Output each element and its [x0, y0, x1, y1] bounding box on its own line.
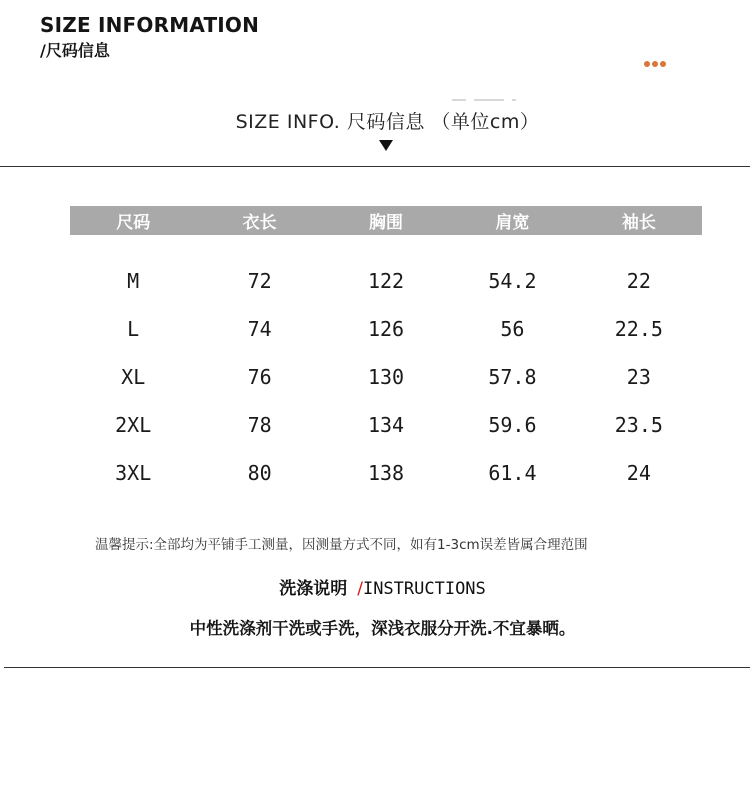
table-cell: 74 [247, 317, 272, 341]
column-header: 胸围 [369, 213, 404, 233]
size-table-header [70, 206, 702, 235]
table-cell: 126 [367, 317, 405, 341]
table-row [70, 305, 702, 353]
table-cell: 76 [247, 365, 272, 389]
table-cell: 59.6 [488, 413, 537, 437]
size-table [70, 206, 702, 497]
table-cell: 24 [626, 461, 651, 485]
dot [644, 61, 650, 67]
bottom-divider [4, 667, 750, 668]
table-cell: 138 [367, 461, 405, 485]
washing-title-cn: 洗涤说明 [279, 579, 348, 599]
size-info-heading: SIZE INFO. 尺码信息 （单位cm） [235, 111, 540, 133]
table-cell: XL [121, 365, 146, 389]
table-cell: 57.8 [488, 365, 537, 389]
table-cell: 22.5 [614, 317, 663, 341]
table-cell: 122 [367, 269, 405, 293]
faint-decoration [452, 86, 544, 89]
washing-title-slash: / [357, 579, 363, 599]
table-cell: L [127, 317, 140, 341]
decorative-dots-icon [644, 61, 666, 67]
table-cell: 56 [500, 317, 525, 341]
column-header: 肩宽 [495, 213, 530, 233]
table-cell: 23.5 [614, 413, 663, 437]
measurement-note: 温馨提示:全部均为平铺手工测量，因测量方式不同，如有1-3cm误差皆属合理范围 [95, 537, 588, 553]
table-cell: M [127, 269, 140, 293]
top-divider [0, 166, 750, 167]
size-table-body [70, 257, 702, 497]
table-row [70, 449, 702, 497]
size-information-title: SIZE INFORMATION [40, 13, 260, 37]
table-cell: 54.2 [488, 269, 537, 293]
table-cell: 23 [626, 365, 651, 389]
down-arrow-icon [379, 140, 393, 151]
table-cell: 72 [247, 269, 272, 293]
dot [660, 61, 666, 67]
table-cell: 61.4 [488, 461, 537, 485]
washing-instructions-title [0, 574, 750, 599]
table-cell: 2XL [115, 413, 152, 437]
table-row [70, 257, 702, 305]
table-row [70, 401, 702, 449]
table-cell: 80 [247, 461, 272, 485]
table-row [70, 353, 702, 401]
dot [652, 61, 658, 67]
table-cell: 3XL [115, 461, 152, 485]
table-cell: 78 [247, 413, 272, 437]
table-cell: 130 [367, 365, 405, 389]
table-cell: 134 [367, 413, 405, 437]
washing-instructions-text: 中性洗涤剂干洗或手洗，深浅衣服分开洗.不宜暴晒。 [189, 619, 576, 638]
column-header: 袖长 [621, 213, 656, 233]
column-header: 衣长 [242, 213, 277, 233]
column-header: 尺码 [116, 213, 151, 233]
table-cell: 22 [626, 269, 651, 293]
washing-title-en: INSTRUCTIONS [362, 579, 486, 599]
size-information-subtitle: /尺码信息 [40, 41, 110, 60]
